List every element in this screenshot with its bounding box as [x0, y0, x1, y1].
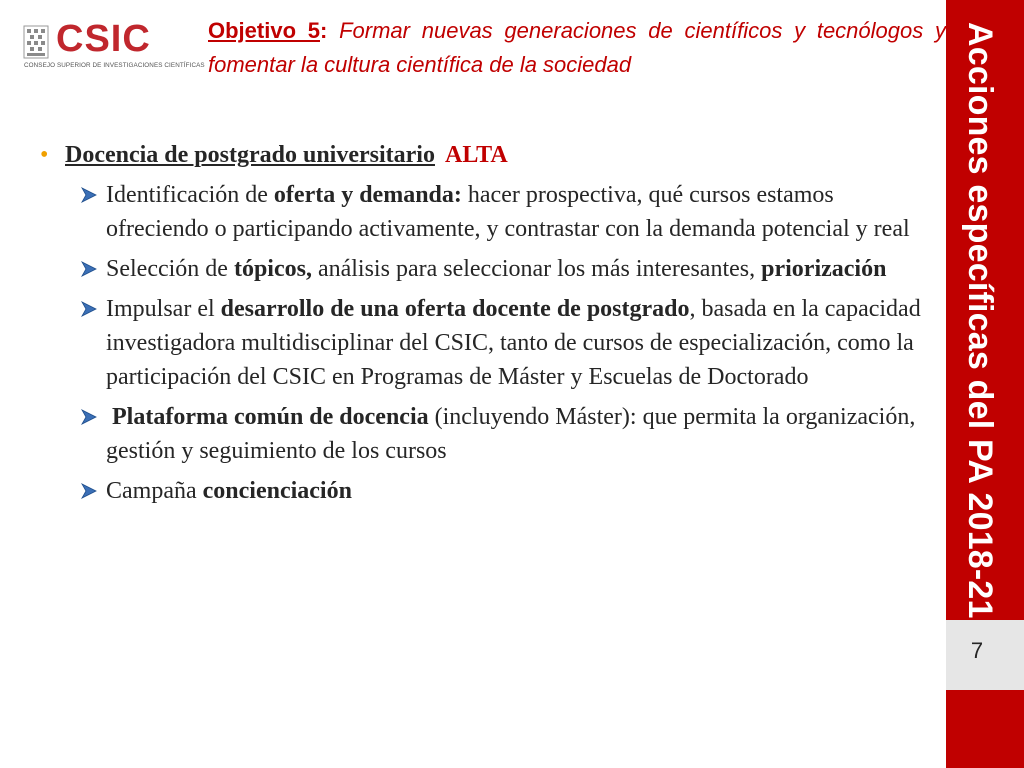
- sub-bullet-list: [80, 178, 930, 508]
- arrow-bullet-icon: [80, 483, 98, 499]
- item-bold-text: priorización: [761, 256, 887, 282]
- item-text: análisis para seleccionar los más interesantes,: [311, 256, 762, 282]
- item-text: Identificación de: [106, 182, 274, 208]
- item-text: Impulsar el: [106, 296, 221, 322]
- item-bold-text: oferta y demanda:: [273, 182, 462, 208]
- item-text: Campaña: [106, 478, 203, 504]
- slide-content: [40, 138, 930, 514]
- list-item: [80, 178, 930, 246]
- item-text: Selección de: [106, 256, 234, 282]
- bullet-dot-icon: •: [40, 142, 49, 168]
- logo-wordmark: CSIC: [56, 18, 151, 60]
- csic-logo: [22, 18, 205, 72]
- arrow-bullet-icon: [80, 187, 98, 203]
- arrow-bullet-icon: [80, 301, 98, 317]
- list-item: [80, 474, 930, 508]
- main-bullet: [40, 138, 930, 172]
- item-bold-text: desarrollo de una oferta docente de postgrado: [220, 296, 690, 322]
- item-bold-text: Plataforma común de docencia: [112, 404, 429, 430]
- arrow-bullet-icon: [80, 409, 98, 425]
- sidebar: [946, 0, 1024, 768]
- sidebar-title: Acciones específicas del PA 2018-21: [961, 22, 999, 619]
- sidebar-red-footer: [946, 690, 1024, 768]
- item-text: (incluyendo Máster): que permita la organización, gestión y seguimiento de los cursos: [106, 404, 916, 464]
- item-text: hacer prospectiva, qué cursos estamos ofreciendo o participando activamente, y contrastar con la demanda potencial y real: [106, 182, 910, 242]
- csic-emblem-icon: [22, 24, 50, 60]
- main-bullet-heading: Docencia de postgrado universitario: [65, 142, 435, 168]
- list-item: [80, 400, 930, 468]
- item-bold-text: concienciación: [202, 478, 352, 504]
- logo-subtitle: CONSEJO SUPERIOR DE INVESTIGACIONES CIENTÍFICAS: [24, 62, 205, 69]
- list-item: [80, 252, 930, 286]
- arrow-bullet-icon: [80, 261, 98, 277]
- objective-label: Objetivo 5: [208, 18, 320, 43]
- item-bold-text: tópicos,: [233, 256, 312, 282]
- list-item: [80, 292, 930, 394]
- objective-header: [208, 14, 946, 82]
- page-number: 7: [970, 638, 984, 663]
- priority-label: ALTA: [444, 142, 508, 168]
- item-text: , basada en la capacidad investigadora multidisciplinar del CSIC, tanto de cursos de especialización, como la participación del CSIC en Programas de Máster y Escuelas de Doctorado: [106, 296, 921, 390]
- objective-colon: :: [320, 18, 328, 43]
- objective-text: Formar nuevas generaciones de científicos y tecnólogos y fomentar la cultura científica de la sociedad: [208, 18, 946, 77]
